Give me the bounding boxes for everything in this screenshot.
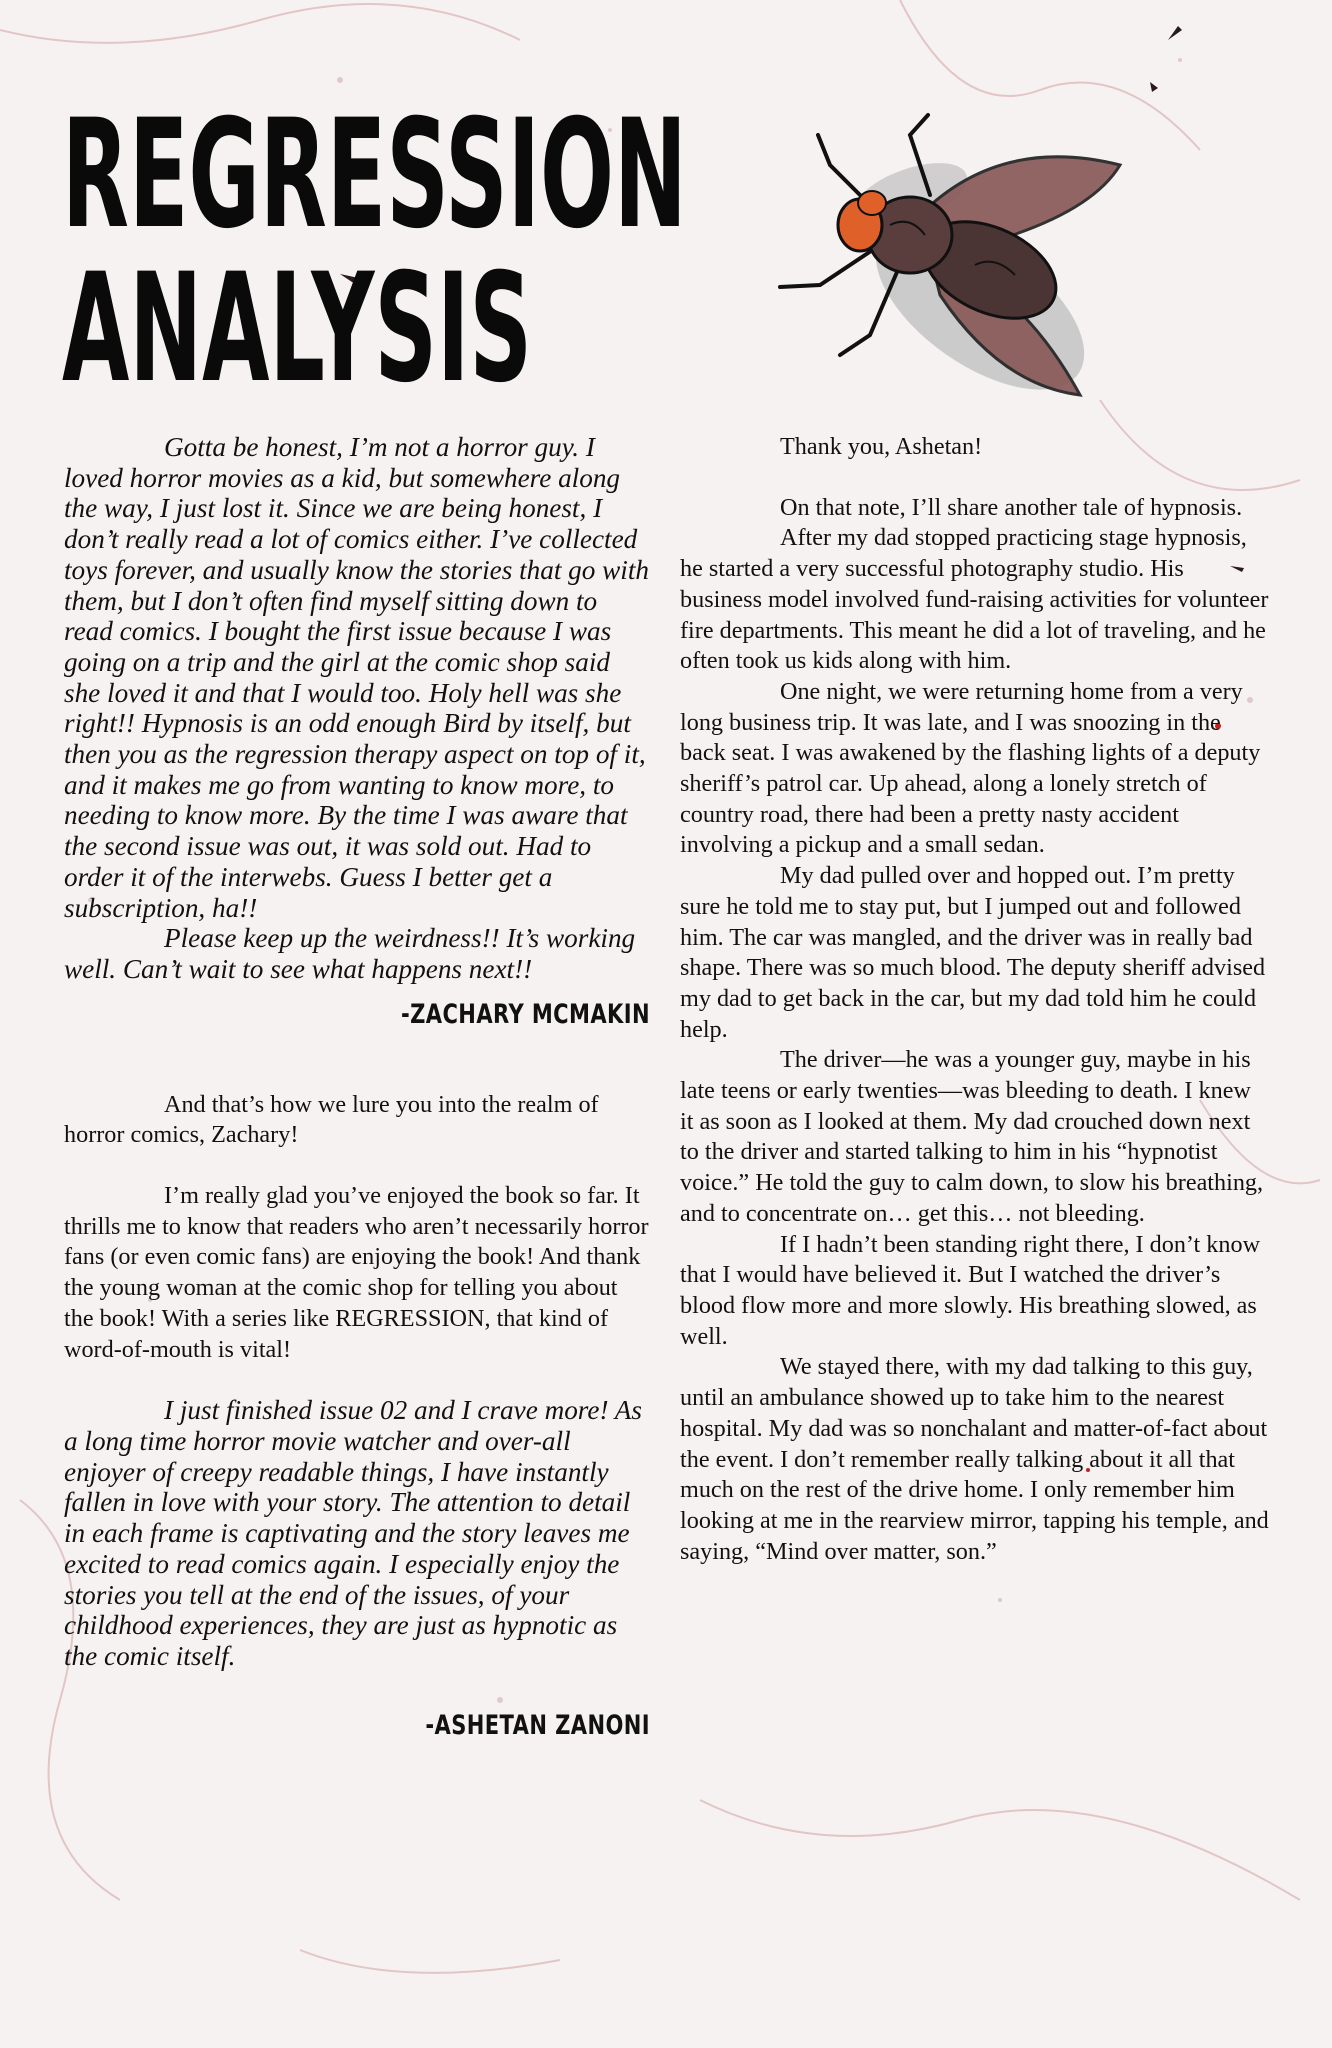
title-line-2: ANALYSIS xyxy=(62,242,533,416)
story-paragraph: We stayed there, with my dad talking to this guy, until an ambulance showed up to take him to the nearest hospital. My dad was so nonchalant and matter-of-fact about the event. I don’t remember really talking about it all that much on the rest of the drive home. I only remember him looking at me in the rearview mirror, tapping his temple, and saying, “Mind over matter, son.” xyxy=(680,1353,1269,1565)
story-paragraph: One night, we were returning home from a very long business trip. It was late, and I was snoozing in the back seat. I was awakened by the flashing lights of a deputy sheriff’s patrol car. Up ahead, along a lonely stretch of country road, there had been a pretty nasty accident involving a pickup and a small sedan. xyxy=(680,677,1261,859)
title-line-1: REGRESSION xyxy=(62,88,687,262)
story-paragraph: If I hadn’t been standing right there, I don’t know that I would have believed it. But I watched the driver’s blood flow more and more slowly. His breathing slowed, as well. xyxy=(680,1230,1261,1350)
letter-signature: -ASHETAN ZANONI xyxy=(425,1709,650,1741)
reader-letter-ashetan xyxy=(64,1395,650,1671)
right-column xyxy=(680,432,1270,1567)
reader-letter-zachary xyxy=(64,432,650,985)
reply-thanks: Thank you, Ashetan! xyxy=(780,433,983,460)
letter-paragraph: Please keep up the weirdness!! It’s working well. Can’t wait to see what happens next!! xyxy=(64,923,636,984)
story-paragraph: After my dad stopped practicing stage hypnosis, he started a very successful photography studio. His business model involved fund-raising activities for volunteer fire departments. This meant he did a lot of traveling, and he often took us kids along with him. xyxy=(680,524,1269,675)
reply-paragraph: I’m really glad you’ve enjoyed the book so far. It thrills me to know that readers who aren’t necessarily horror fans (or even comic fans) are enjoying the book! And thank the young woman at the comic shop for telling you about the book! With a series like REGRESSION, that kind of word-of-mouth is vital! xyxy=(64,1182,649,1363)
letter-signature: -ZACHARY MCMAKIN xyxy=(400,998,650,1030)
letter-paragraph: Gotta be honest, I’m not a horror guy. I loved horror movies as a kid, but somewhere along the way, I just lost it. Since we are being honest, I don’t really read a lot of comics either. I’ve collected toys forever, and usually know the stories that go with them, but I don’t often find myself sitting down to read comics. I bought the first issue because I was going on a trip and the girl at the comic shop said she loved it and that I would too. Holy hell was she right!! Hypnosis is an odd enough Bird by itself, but then you as the regression therapy aspect on top of it, and it makes me go from wanting to know more, to needing to know more. By the time I was aware that the second issue was out, it was sold out. Had to order it of the interwebs. Guess I better get a subscription, ha!! xyxy=(64,432,649,923)
story-paragraph: On that note, I’ll share another tale of hypnosis. xyxy=(780,493,1243,521)
left-column xyxy=(64,432,650,1741)
letter-paragraph: I just finished issue 02 and I crave more! As a long time horror movie watcher and over-all enjoyer of creepy readable things, I have instantly fallen in love with your story. The attention to detail in each frame is captivating and the story leaves me excited to read comics again. I especially enjoy the stories you tell at the end of the issues, of your childhood experiences, they are just as hypnotic as the comic itself. xyxy=(64,1395,642,1671)
fly-icon xyxy=(760,95,1150,415)
editor-reply-zachary xyxy=(64,1090,650,1366)
page-title xyxy=(62,88,687,416)
reply-paragraph: And that’s how we lure you into the realm of horror comics, Zachary! xyxy=(64,1090,599,1149)
story-paragraph: My dad pulled over and hopped out. I’m pretty sure he told me to stay put, but I jumped out and followed him. The car was mangled, and the driver was in really bad shape. There was so much blood. The deputy sheriff advised my dad to get back in the car, but my dad told him he could help. xyxy=(680,862,1266,1043)
story-paragraph: The driver—he was a younger guy, maybe in his late teens or early twenties—was bleeding to death. I knew it as soon as I looked at them. My dad crouched down next to the driver and started talking to him in his “hypnotist voice.” He told the guy to calm down, to slow his breathing, and to concentrate on… get this… not bleeding. xyxy=(680,1046,1264,1227)
